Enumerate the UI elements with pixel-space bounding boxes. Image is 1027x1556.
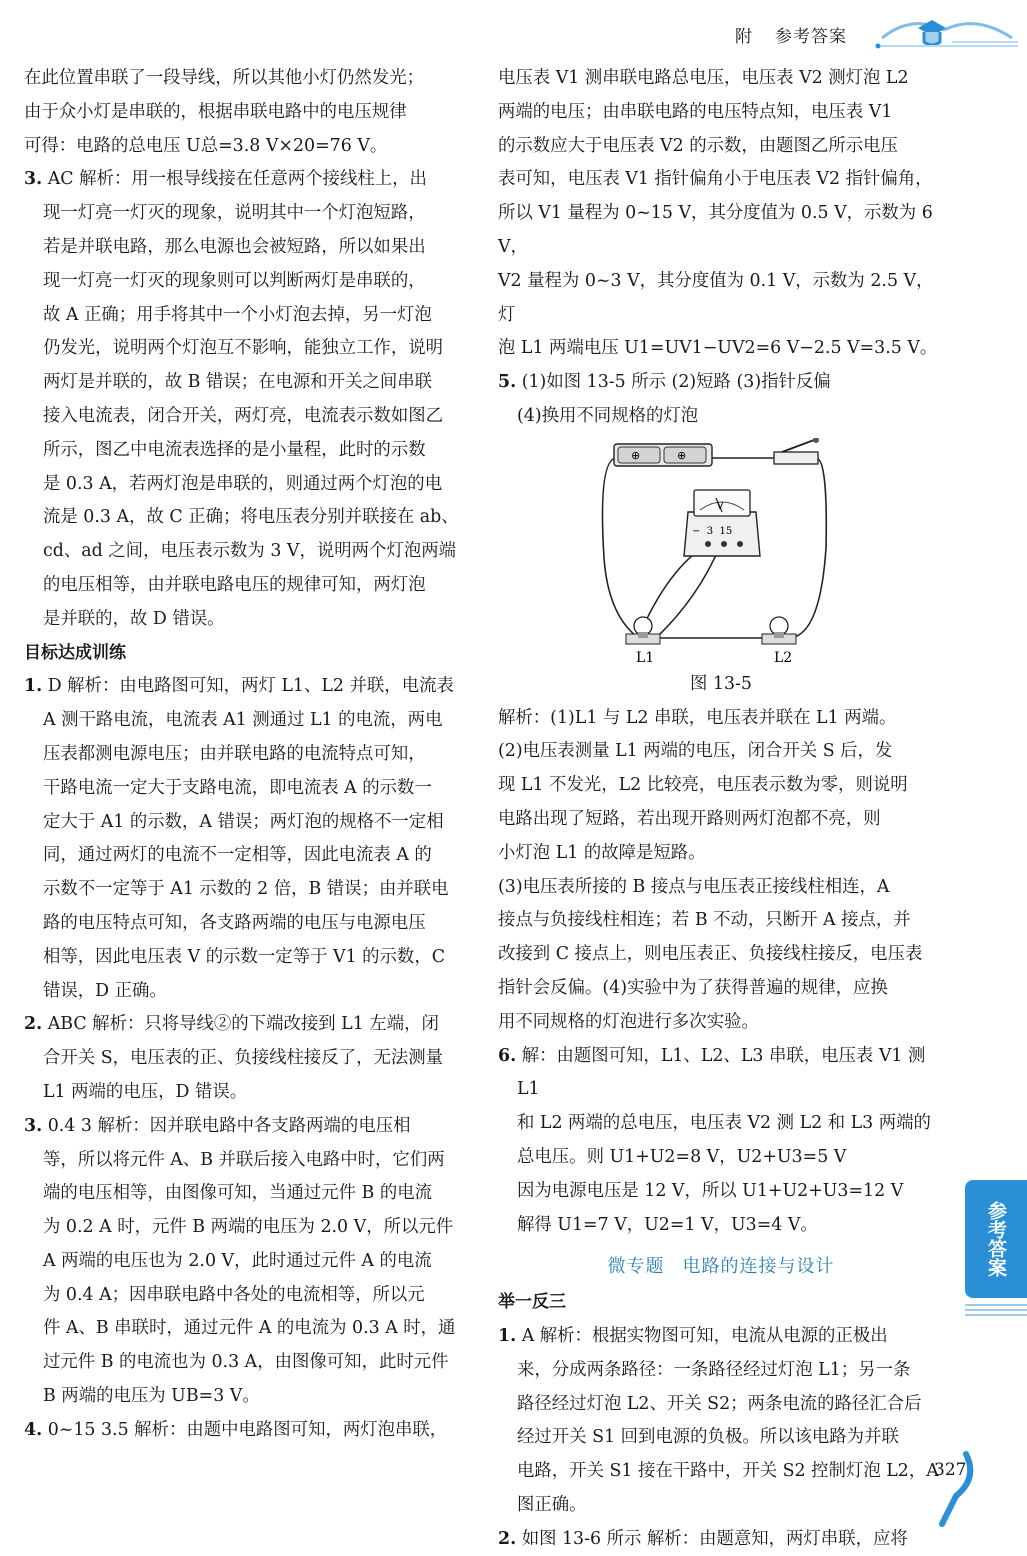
answer-item-3 xyxy=(24,163,464,636)
item-number: 1. xyxy=(24,676,43,697)
practice-item-1 xyxy=(498,1320,944,1523)
svg-text:⊕: ⊕ xyxy=(631,448,641,462)
item-text: 解：由题图可知，L1、L2、L3 串联，电压表 V1 测 L1 和 L2 两端的总电压，电压表 V2 测 L2 和 L3 两端的 总电压。则 U1+U2=8 V，U2+U3=5 V 因为电源电压是 12 V，所以 U1+U2+U3=12 V 解得 U1=7 V，U2=1 V，U3=4 V。 xyxy=(517,1045,931,1235)
header-answer-key: 参考答案 xyxy=(775,27,847,47)
micro-topic-title xyxy=(498,1250,944,1284)
answer-item-1 xyxy=(24,670,464,1008)
item-number: 4. xyxy=(24,1419,43,1440)
answer-5-analysis xyxy=(498,702,944,1040)
left-para-continued: 在此位置串联了一段导线，所以其他小灯仍然发光； 由于众小灯是串联的，根据串联电路中的电压规律 可得：电路的总电压 U总=3.8 V×20=76 V。 xyxy=(24,68,424,156)
battery-icon xyxy=(614,444,712,466)
item-text: 如图 13-6 所示 解析：由题意知，两灯串联，应将 xyxy=(521,1528,908,1549)
item-text: (1)如图 13-5 所示 (2)短路 (3)指针反偏 (4)换用不同规格的灯泡 xyxy=(517,372,831,426)
item-number: 3. xyxy=(24,169,43,190)
right-column xyxy=(498,62,944,1556)
meter-scale-label: V xyxy=(717,501,724,512)
header-book-logo-icon xyxy=(872,8,1022,54)
practice-item-2 xyxy=(498,1523,944,1556)
item-number: 2. xyxy=(24,1014,43,1035)
answer-item-5 xyxy=(498,366,944,434)
analysis-text: 解析：(1)L1 与 L2 串联，电压表并联在 L1 两端。 (2)电压表测量 L1 两端的电压，闭合开关 S 后，发 现 L1 不发光，L2 比较亮，电压表示数为零，则说明 电路出现了短路，若出现开路则两灯泡都不亮，则 小灯泡 L1 的故障是短路。 (3)电压表所接的 B 接点与电压表正接线柱相连，A 接点与负接线柱相连；若 B 不动，只断开 A 接点，并 改接到 C 接点上，则电压表正、负接线柱接反，电压表 指针会反偏。(4)实验中为了获得普遍的规律，应换 用不同规格的灯泡进行多次实验。 xyxy=(498,707,923,1032)
item-text: AC 解析：用一根导线接在任意两个接线柱上，出 现一灯亮一灯灭的现象，说明其中一个灯泡短路， 若是并联电路，那么电源也会被短路，所以如果出 现一灯亮一灯灭的现象则可以判断两灯是串联的， 故 A 正确；用手将其中一个小灯泡去掉，另一灯泡 仍发光，说明两个灯泡互不影响，能独立工作，说明 两灯是并联的，故 B 错误；在电源和开关之间串联 接入电流表，闭合开关，两灯亮，电流表示数如图乙 所示，图乙中电流表选择的是小量程，此时的示数 是 0.3 A，若两灯泡是串联的，则通过两个灯泡的电 流是 0.3 A，故 C 正确；将电压表分别并联接在 ab、 cd、ad 之间，电压表示数为 3 V，说明两个灯泡两端 的电压相等，由并联电路电压的规律可知，两灯泡 是并联的，故 D 错误。 xyxy=(43,169,459,629)
lamp-l2-icon xyxy=(762,617,796,644)
item-text: 0.4 3 解析：因并联电路中各支路两端的电压相 等，所以将元件 A、B 并联后接入电路中时，它们两 端的电压相等，由图像可知，当通过元件 B 的电流 为 0.2 A 时，元件 B 两端的电压为 2.0 V，所以元件 A 两端的电压也为 2.0 V，此时通过元件 A 的电流 为 0.4 A；因串联电路中各处的电流相等，所以元 件 A、B 串联时，通过元件 A 的电流为 0.3 A 时，通 过元件 B 的电流也为 0.3 A，由图像可知，此时元件 B 两端的电压为 UB=3 V。 xyxy=(43,1115,456,1407)
item-number: 1. xyxy=(498,1325,517,1346)
item-number: 2. xyxy=(498,1528,517,1549)
voltmeter-icon xyxy=(684,490,760,556)
figure-caption: 图 13-5 xyxy=(690,673,752,694)
lamp-l1-label: L1 xyxy=(636,649,655,666)
side-tab-stripes xyxy=(965,1304,1027,1318)
circuit-figure-13-5 xyxy=(498,438,944,668)
item-text: A 解析：根据实物图可知，电流从电源的正极出 来，分成两条路径：一条路径经过灯泡 L1；另一条 路径经过灯泡 L2、开关 S2；两条电流的路径汇合后 经过开关 S1 回到电源的负极。所以该电路为并联 电路，开关 S1 接在干路中，开关 S2 控制灯泡 L2，A 图正确。 xyxy=(517,1325,939,1515)
answer-item-4 xyxy=(24,1414,464,1448)
answer-item-3b xyxy=(24,1110,464,1414)
answer-item-6 xyxy=(498,1040,944,1243)
side-tab-answer-key: 参考答案 xyxy=(965,1180,1027,1298)
micro-topic-name: 电路的连接与设计 xyxy=(682,1256,835,1278)
item-number: 6. xyxy=(498,1045,517,1066)
right-para-continued: 电压表 V1 测串联电路总电压，电压表 V2 测灯泡 L2 两端的电压；由串联电路的电压特点知，电压表 V1 的示数应大于电压表 V2 的示数，由题图乙所示电压 表可知，电压表 V1 指针偏角小于电压表 V2 指针偏角， 所以 V1 量程为 0~15 V，其分度值为 0.5 V，示数为 6 V， V2 量程为 0~3 V，其分度值为 0.1 V，示数为 2.5 V，灯 泡 L1 两端电压 U1=UV1−UV2=6 V−2.5 V=3.5 V。 xyxy=(498,68,938,359)
circuit-diagram xyxy=(498,438,944,668)
section-heading-practice: 举一反三 xyxy=(498,1292,566,1313)
lamp-l2-label: L2 xyxy=(774,649,793,666)
item-text: 0~15 3.5 解析：由题中电路图可知，两灯泡串联， xyxy=(47,1419,448,1440)
item-number: 3. xyxy=(24,1115,43,1136)
item-text: ABC 解析：只将导线②的下端改接到 L1 左端，闭 合开关 S，电压表的正、负接线柱接反了，无法测量 L1 两端的电压，D 错误。 xyxy=(43,1014,444,1102)
item-number: 5. xyxy=(498,372,517,393)
running-header xyxy=(735,22,847,47)
answer-item-2 xyxy=(24,1008,464,1109)
header-appendix: 附 xyxy=(735,27,753,47)
page-number: 327 xyxy=(934,1460,967,1480)
item-text: D 解析：由电路图可知，两灯 L1、L2 并联，电流表 A 测干路电流，电流表 A1 测通过 L1 的电流，两电 压表都测电源电压；由并联电路的电流特点可知， 干路电流一定大于支路电流，即电流表 A 的示数一 定大于 A1 的示数，A 错误；两灯泡的规格不一定相 同，通过两灯的电流不一定相等，因此电流表 A 的 示数不一定等于 A1 示数的 2 倍，B 错误；由并联电 路的电压特点可知，各支路两端的电压与电源电压 相等，因此电压表 V 的示数一定等于 V1 的示数，C 错误，D 正确。 xyxy=(43,676,454,1001)
switch-icon xyxy=(774,438,819,464)
left-column xyxy=(24,62,464,1448)
micro-topic-label: 微专题 xyxy=(607,1256,665,1278)
svg-text:⊕: ⊕ xyxy=(677,448,687,462)
meter-terminal-labels: − 3 15 xyxy=(692,525,733,537)
section-heading-target-training: 目标达成训练 xyxy=(24,642,126,663)
